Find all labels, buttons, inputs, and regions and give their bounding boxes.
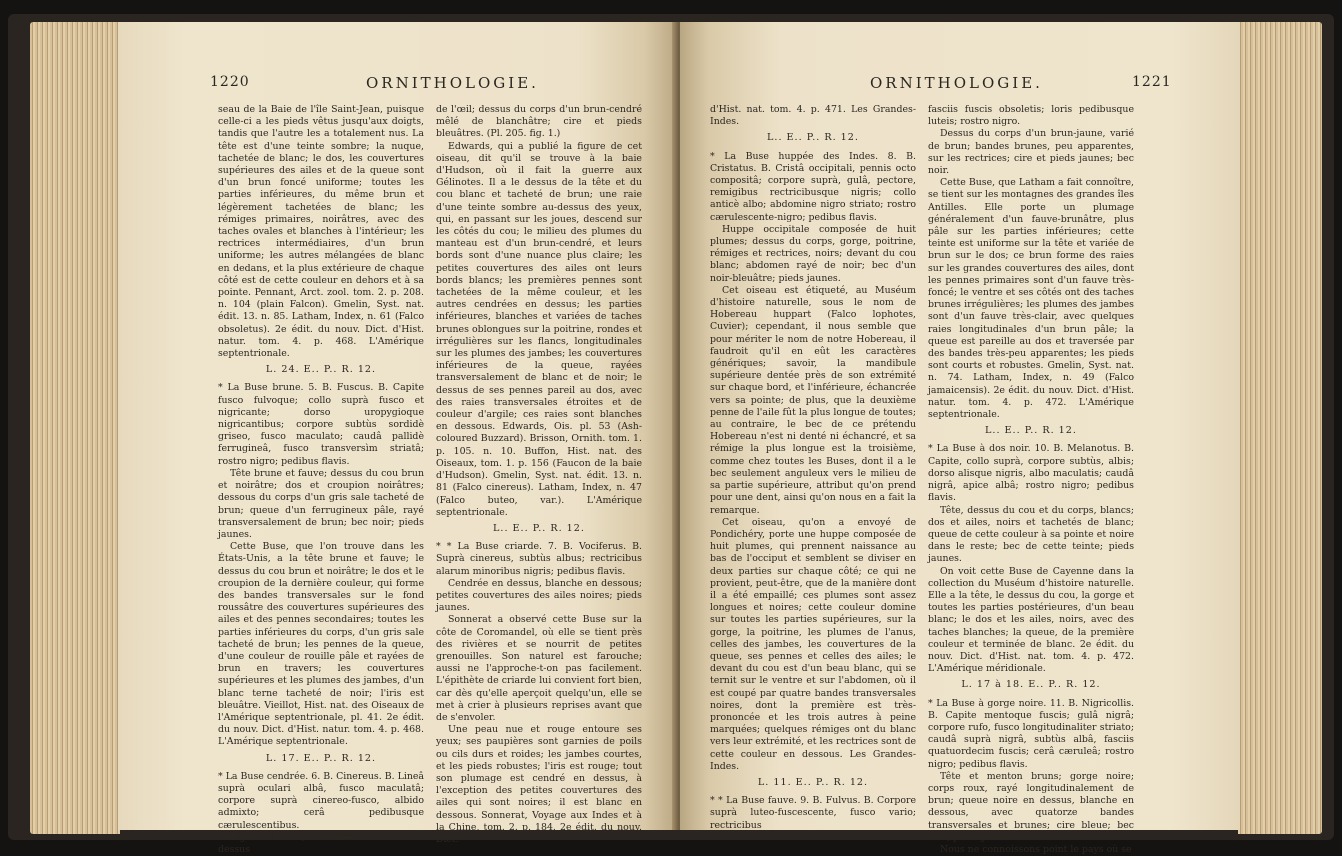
paragraph: de l'œil; dessus du corps d'un brun-cendré mêlé de blanchâtre; cire et pieds bleuâtres. (Pl. 205. fig. 1.) (436, 104, 642, 140)
measurement-line: L. 17. E.. P.. R. 12. (265, 752, 377, 764)
paragraph: Sonnerat a observé cette Buse sur la côte de Coromandel, où elle se tient près des rivières et se nourrit de petites grenouilles. Son naturel est farouche; aussi ne l'approche-t-on pas facilement. L'épithète de criarde lui convient fort bien, car dès qu'elle aperçoit quelqu'un, elle se met à crier à plusieurs reprises avant que de s'envoler. (436, 614, 642, 723)
species-entry: * La Buse brune. 5. B. Fuscus. B. Capite fusco fulvoque; collo suprà fusco et nigricante; dorso uropygioque nigricantibus; corpore subtùs sordidè griseo, fusco maculato; caudâ pallidè ferrugineâ, fusco transversìm striatâ; rostro nigro; pedibus flavis. (218, 382, 424, 467)
measurement-line: L. 17 à 18. E.. P.. R. 12. (961, 679, 1101, 691)
paragraph: Une peau nue et rouge entoure ses yeux; ses paupières sont garnies de poils ou cils durs et roides; les jambes courtes, et les pieds robustes; l'iris est rouge; tout son plumage est cendré en dessus, à l'exception des petites couvertures des ailes qui sont noires; il est blanc en dessous. Sonnerat, Voyage aux Indes et à la Chine, tom. 2. p. 184. 2e édit. du nouv. Dict. (436, 724, 642, 845)
measurement-line: L. 24. E.. P.. R. 12. (265, 364, 377, 376)
paragraph: Cet oiseau est étiqueté, au Muséum d'histoire naturelle, sous le nom de Hobereau huppart (Falco lophotes, Cuvier); cependant, il nous semble que pour mériter le nom de notre Hobereau, il faudroit qu'il en eût les caractères génériques; savoir, la mandibule supérieure dentée près de son extrémité sur chaque bord, et l'inférieure, échancrée vers sa pointe; de plus, que la deuxième penne de l'aile fût la plus longue de toutes; au contraire, le bec de ce prétendu Hobereau n'est ni denté ni échancré, et sa rémige la plus longue est la troisième, comme chez toutes les Buses, dont il a le bec seulement anguleux vers le milieu de sa partie supérieure, attribut qu'on prend pour une dent, ainsi qu'on nous en a fait la remarque. (710, 284, 916, 516)
paragraph: Tête brune et fauve; dessus du cou brun et noirâtre; dos et croupion noirâtres; dessous du corps d'un gris sale tacheté de brun; queue d'un ferrugineux pâle, rayé transversalement de brun; bec noir; pieds jaunes. (218, 467, 424, 540)
left-page-header (118, 74, 678, 96)
paragraph: Nous ne connoissons point le pays où se (940, 843, 1132, 855)
paragraph: On voit cette Buse de Cayenne dans la collection du Muséum d'histoire naturelle. Elle a la tête, le dessus du cou, la gorge et toutes les parties postérieures, d'un beau blanc; le dos et les ailes, noirs, avec des taches blanches; la queue, de la première couleur et terminée de blanc. 2e édit. du nouv. Dict. d'Hist. nat. tom. 4. p. 472. L'Amérique méridionale. (928, 565, 1134, 675)
right-column-2 (928, 104, 1134, 856)
right-column-1 (710, 104, 916, 832)
measurement-line: L.. E.. P.. R. 12. (493, 522, 585, 534)
species-entry: * La Buse huppée des Indes. 8. B. Cristatus. B. Cristâ occipitali, pennis octo compositâ; corpore suprà, gulâ, pectore, remigibus rectricibusque nigris; collo anticè albo; abdomine nigro striato; rostro cærulescente-nigro; pedibus flavis. (710, 150, 916, 223)
right-page (680, 22, 1240, 855)
paragraph: Tête et menton bruns; gorge noire; corps roux, rayé longitudinalement de brun; queue noire en dessus, blanche en dessous, avec quatorze bandes transversales et brunes; cire bleue; bec noir; pieds jaunes. (928, 770, 1134, 843)
right-page-number: 1221 (1132, 74, 1172, 90)
paragraph: fasciis fuscis obsoletis; loris pedibusque luteis; rostro nigro. (928, 104, 1134, 128)
paragraph: seau de la Baie de l'île Saint-Jean, puisque celle-ci a les pieds vêtus jusqu'aux doigts, tandis que l'autre les a totalement nus. La tête est d'une teinte sombre; la nuque, tachetée de blanc; le dos, les couvertures supérieures des ailes et de la queue sont d'un brun foncé uniforme; toutes les parties inférieures, du même brun et légèrement tachetées de blanc; les rémiges primaires, noirâtres, avec des taches ovales et blanches à l'intérieur; les rectrices intermédiaires, d'un brun uniforme; les autres mélangées de blanc en dedans, et la plus extérieure de chaque côté est de cette couleur en dehors et à sa pointe. Pennant, Arct. zool. tom. 2. p. 208. n. 104 (plain Falcon). Gmelin, Syst. nat. édit. 13. n. 85. Latham, Index, n. 61 (Falco obsoletus). 2e édit. du nouv. Dict. d'Hist. natur. tom. 4. p. 468. L'Amérique septentrionale. (218, 104, 424, 360)
left-column-2 (436, 104, 642, 846)
paragraph: Cette Buse, que Latham a fait connoître, se tient sur les montagnes des grandes îles Antilles. Elle porte un plumage généralement d'un fauve-brunâtre, plus pâle sur les parties inférieures; cette teinte est uniforme sur la tête et variée de brun sur le dos; ce brun forme des raies sur les grandes couvertures des ailes, dont les pennes primaires sont d'un fauve très-foncé; le ventre et ses côtés ont des taches brunes irrégulières; les plumes des jambes sont d'un fauve très-clair, avec quelques raies longitudinales d'un brun pâle; la queue est pareille au dos et traversée par des bandes très-peu apparentes; les pieds sont courts et robustes. Gmelin, Syst. nat. n. 74. Latham, Index, n. 49 (Falco jamaicensis). 2e édit. du nouv. Dict. d'Hist. natur. tom. 4. p. 472. L'Amérique septentrionale. (928, 177, 1134, 421)
left-page (118, 22, 678, 855)
paragraph: Cette Buse, que l'on trouve dans les États-Unis, a la tête brune et fauve; le dessus du cou brun et noirâtre; le dos et le croupion de la dernière couleur, qui forme des bandes transversales sur le fond roussâtre des couvertures supérieures des ailes et des pennes secondaires; toutes les parties inférieures du corps, d'un gris sale tacheté de brun; les pennes de la queue, d'une couleur de rouille pâle et rayées de brun en travers; les couvertures supérieures et les plumes des jambes, d'un blanc terne tacheté de noir; l'iris est bleuâtre. Vieillot, Hist. nat. des Oiseaux de l'Amérique septentrionale, pl. 41. 2e édit. du nouv. Dict. d'Hist. natur. tom. 4. p. 468. L'Amérique septentrionale. (218, 541, 424, 748)
species-entry: * * La Buse fauve. 9. B. Fulvus. B. Corpore suprà luteo-fuscescente, fusco vario; rectricibus (710, 795, 916, 831)
paragraph: Huppe occipitale composée de huit plumes; dessus du corps, gorge, poitrine, rémiges et rectrices, noirs; devant du cou blanc; abdomen rayé de noir; bec d'un noir-bleuâtre; pieds jaunes. (710, 223, 916, 284)
left-page-number: 1220 (210, 74, 250, 90)
page-edges-left (30, 22, 120, 834)
right-page-header (680, 74, 1240, 96)
species-entry: * * La Buse criarde. 7. B. Vociferus. B. Suprà cinereus, subtùs albus; rectricibus alarum minoribus nigris; pedibus flavis. (436, 541, 642, 577)
paragraph: d'Hist. nat. tom. 4. p. 471. Les Grandes-Indes. (710, 104, 916, 128)
measurement-line: L.. E.. P.. R. 12. (767, 132, 859, 144)
paragraph: Tête, dessus du cou et du corps, blancs; dos et ailes, noirs et tachetés de blanc; queue de cette couleur à sa pointe et noire dans le reste; bec de cette teinte; pieds jaunes. (928, 504, 1134, 565)
page-edges-right (1238, 22, 1322, 834)
measurement-line: L. 11. E.. P.. R. 12. (757, 776, 869, 788)
species-entry: * La Buse à dos noir. 10. B. Melanotus. B. Capite, collo suprà, corpore subtùs, albis; dorso alisque nigris, albo maculatis; caudâ nigrâ, apice albâ; rostro nigro; pedibus flavis. (928, 443, 1134, 504)
left-column-1 (218, 104, 424, 856)
paragraph: Cendrée en dessus, blanche en dessous; petites couvertures des ailes noires; pieds jaunes. (436, 577, 642, 614)
paragraph: Cet oiseau, qu'on a envoyé de Pondichéry, porte une huppe composée de huit plumes, qui prennent naissance au bas de l'occiput et semblent se diviser en deux parties sur chaque côté; ce qui ne provient, peut-être, que de la manière dont il a été empaillé; ces plumes sont assez longues et noires; cette couleur domine sur toutes les parties supérieures, sur la gorge, la poitrine, les plumes de l'anus, celles des jambes, les couvertures de la queue, ses pennes et celles des ailes; le devant du cou est d'un beau blanc, qui se ternit sur le ventre et sur l'abdomen, où il est coupé par quatre bandes transversales noires, dont la première est très-prononcée et les trois autres à peine marquées; quelques rémiges ont du blanc vers leur extrémité, et les rectrices sont de cette couleur en dessous. Les Grandes-Indes. (710, 516, 916, 772)
species-entry: * La Buse cendrée. 6. B. Cinereus. B. Lineâ suprà oculari albâ, fusco maculatâ; corpore suprà cinereo-fusco, albido admixto; cerâ pedibusque cærulescentibus. (218, 770, 424, 831)
paragraph: Ligne blanche, tachetée de brun au-dessus (218, 831, 424, 855)
left-running-title: ORNITHOLOGIE. (366, 74, 539, 92)
measurement-line: L.. E.. P.. R. 12. (985, 425, 1077, 437)
paragraph: Dessus du corps d'un brun-jaune, varié de brun; bandes brunes, peu apparentes, sur les rectrices; cire et pieds jaunes; bec noir. (928, 128, 1134, 177)
species-entry: * La Buse à gorge noire. 11. B. Nigricollis. B. Capite mentoque fuscis; gulâ nigrâ; corpore rufo, fusco longitudinaliter striato; caudâ suprà nigrâ, subtùs albâ, fasciis quatuordecim fuscis; cerâ cæruleâ; rostro nigro; pedibus flavis. (928, 697, 1134, 770)
paragraph: Edwards, qui a publié la figure de cet oiseau, dit qu'il se trouve à la baie d'Hudson, où il fait la guerre aux Gélinotes. Il a le dessus de la tête et du cou blanc et tacheté de brun; une raie d'une teinte sombre au-dessus des yeux, qui, en passant sur les joues, descend sur les côtés du cou; le milieu des plumes du manteau est d'un brun-cendré, et leurs bords sont d'une nuance plus claire; les petites couvertures des ailes ont leurs bords blancs; les premières pennes sont tachetées de la même couleur, et les autres cendrées en dessus; les parties inférieures, blanches et variées de taches brunes oblongues sur la poitrine, rondes et irrégulières sur les flancs, longitudinales sur les plumes des jambes; les couvertures inférieures de la queue, rayées transversalement de blanc et de noir; le dessus de ses pennes pareil au dos, avec des raies transversales étroites et de couleur d'argile; ces raies sont blanches en dessous. Edwards, Ois. pl. 53 (Ash-coloured Buzzard). Brisson, Ornith. tom. 1. p. 105. n. 10. Buffon, Hist. nat. des Oiseaux, tom. 1. p. 156 (Faucon de la baie d'Hudson). Gmelin, Syst. nat. édit. 13. n. 81 (Falco cinereus). Latham, Index, n. 47 (Falco buteo, var.). L'Amérique septentrionale. (436, 140, 642, 518)
right-running-title: ORNITHOLOGIE. (870, 74, 1043, 92)
